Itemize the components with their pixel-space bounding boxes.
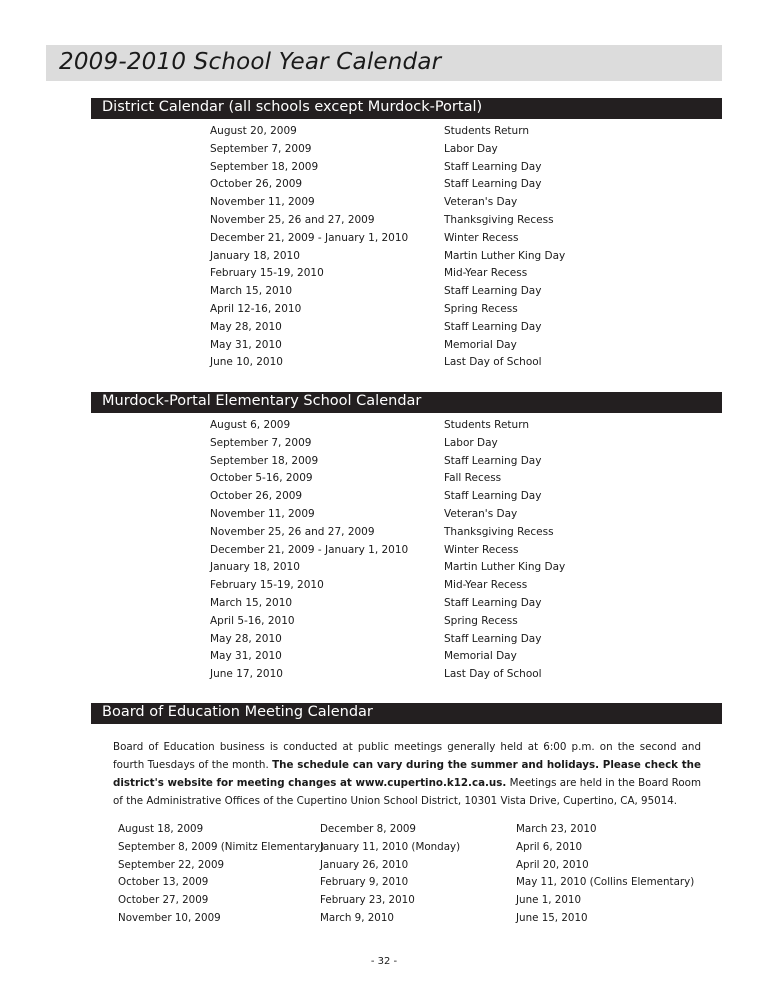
calendar-date: May 28, 2010 — [210, 632, 282, 645]
calendar-event: Students Return — [444, 419, 529, 431]
meeting-date: March 9, 2010 — [320, 911, 394, 924]
meeting-date: June 1, 2010 — [516, 894, 581, 907]
board-description-bold: The schedule can vary during the summer and holidays. Please check the district's website for meeting changes at www.cupertino.k12.ca.us. — [113, 759, 701, 789]
calendar-event: Mid-Year Recess — [444, 267, 528, 280]
calendar-row — [0, 472, 768, 490]
meeting-date: September 22, 2009 — [118, 858, 225, 871]
meeting-date: February 23, 2010 — [320, 894, 415, 907]
district-calendar-header — [91, 98, 722, 119]
murdock-calendar-list — [0, 419, 768, 686]
calendar-date: November 11, 2009 — [210, 196, 315, 209]
calendar-date: October 26, 2009 — [210, 178, 303, 191]
calendar-date: May 31, 2010 — [210, 650, 282, 663]
calendar-row — [0, 579, 768, 597]
calendar-event: Martin Luther King Day — [444, 249, 566, 262]
calendar-event: Staff Learning Day — [444, 285, 542, 298]
calendar-event: Martin Luther King Day — [444, 561, 566, 574]
calendar-event: Staff Learning Day — [444, 454, 542, 467]
calendar-row — [0, 561, 768, 579]
calendar-date: February 15-19, 2010 — [210, 267, 324, 280]
calendar-date: November 11, 2009 — [210, 507, 315, 520]
calendar-row — [0, 490, 768, 508]
calendar-row — [0, 339, 768, 357]
calendar-event: Veteran's Day — [444, 196, 518, 209]
page-title: 2009-2010 School Year Calendar — [59, 49, 442, 75]
calendar-event: Veteran's Day — [444, 507, 518, 520]
calendar-row — [0, 508, 768, 526]
calendar-row — [0, 125, 768, 143]
meeting-date: April 6, 2010 — [516, 840, 583, 853]
calendar-date: August 6, 2009 — [210, 419, 291, 431]
calendar-date: October 5-16, 2009 — [210, 472, 313, 485]
calendar-row — [0, 178, 768, 196]
board-description — [113, 738, 701, 810]
meeting-date: February 9, 2010 — [320, 876, 409, 889]
calendar-row — [0, 356, 768, 374]
meeting-date: December 8, 2009 — [320, 823, 416, 835]
meeting-date: June 15, 2010 — [516, 911, 588, 924]
calendar-event: Staff Learning Day — [444, 160, 542, 173]
calendar-date: November 25, 26 and 27, 2009 — [210, 213, 375, 226]
meeting-date: January 11, 2010 (Monday) — [320, 840, 461, 853]
calendar-event: Staff Learning Day — [444, 178, 542, 191]
calendar-row — [0, 321, 768, 339]
calendar-row — [0, 214, 768, 232]
board-description-part1: Board of Education business is conducted at public meetings generally held at 6:00 p.m. on the second and fourth Tuesdays of the month. — [113, 741, 701, 771]
calendar-date: January 18, 2010 — [210, 249, 300, 262]
meeting-dates-column-2 — [320, 823, 460, 930]
calendar-event: Staff Learning Day — [444, 632, 542, 645]
calendar-date: September 7, 2009 — [210, 142, 312, 155]
board-description-part2: Meetings are held in the Board Room of the Administrative Offices of the Cupertino Union School District, 10301 Vista Drive, Cupertino, CA, 95014. — [113, 777, 702, 807]
board-calendar-header-label: Board of Education Meeting Calendar — [102, 704, 373, 720]
calendar-row — [0, 303, 768, 321]
calendar-event: Mid-Year Recess — [444, 579, 528, 592]
calendar-date: March 15, 2010 — [210, 285, 293, 298]
calendar-event: Winter Recess — [444, 231, 519, 244]
calendar-date: August 20, 2009 — [210, 125, 297, 137]
calendar-date: December 21, 2009 - January 1, 2010 — [210, 543, 409, 556]
calendar-event: Spring Recess — [444, 302, 518, 315]
calendar-row — [0, 267, 768, 285]
meeting-date: October 27, 2009 — [118, 894, 209, 907]
calendar-date: September 18, 2009 — [210, 160, 319, 173]
calendar-row — [0, 668, 768, 686]
calendar-event: Staff Learning Day — [444, 490, 542, 503]
calendar-row — [0, 196, 768, 214]
calendar-event: Students Return — [444, 125, 529, 137]
meeting-dates-column-3 — [516, 823, 694, 930]
calendar-event: Labor Day — [444, 142, 498, 155]
district-calendar-list — [0, 125, 768, 374]
calendar-date: June 10, 2010 — [210, 356, 283, 369]
calendar-event: Thanksgiving Recess — [444, 525, 554, 538]
calendar-date: February 15-19, 2010 — [210, 579, 324, 592]
calendar-event: Thanksgiving Recess — [444, 213, 554, 226]
calendar-date: September 7, 2009 — [210, 436, 312, 449]
calendar-event: Staff Learning Day — [444, 320, 542, 333]
meeting-date: January 26, 2010 — [320, 858, 409, 871]
calendar-row — [0, 633, 768, 651]
calendar-date: March 15, 2010 — [210, 596, 293, 609]
calendar-date: September 18, 2009 — [210, 454, 319, 467]
calendar-event: Memorial Day — [444, 338, 517, 351]
calendar-row — [0, 437, 768, 455]
calendar-row — [0, 597, 768, 615]
calendar-row — [0, 526, 768, 544]
meeting-date: September 8, 2009 (Nimitz Elementary) — [118, 840, 325, 853]
calendar-date: April 5-16, 2010 — [210, 614, 295, 627]
calendar-row — [0, 161, 768, 179]
meeting-date: March 23, 2010 — [516, 823, 597, 835]
title-bar — [46, 45, 722, 81]
calendar-row — [0, 285, 768, 303]
calendar-event: Fall Recess — [444, 472, 502, 485]
meeting-dates-column-1 — [118, 823, 324, 930]
calendar-date: November 25, 26 and 27, 2009 — [210, 525, 375, 538]
calendar-row — [0, 615, 768, 633]
calendar-row — [0, 419, 768, 437]
calendar-date: June 17, 2010 — [210, 668, 283, 681]
calendar-date: April 12-16, 2010 — [210, 302, 302, 315]
calendar-event: Last Day of School — [444, 356, 542, 369]
calendar-event: Labor Day — [444, 436, 498, 449]
meeting-date: May 11, 2010 (Collins Elementary) — [516, 876, 695, 889]
calendar-row — [0, 232, 768, 250]
page-number: - 32 - — [370, 956, 398, 967]
calendar-row — [0, 650, 768, 668]
calendar-date: May 31, 2010 — [210, 338, 282, 351]
meeting-date: April 20, 2010 — [516, 858, 589, 871]
calendar-row — [0, 544, 768, 562]
calendar-date: May 28, 2010 — [210, 320, 282, 333]
calendar-row — [0, 455, 768, 473]
calendar-row — [0, 143, 768, 161]
calendar-event: Last Day of School — [444, 668, 542, 681]
calendar-event: Memorial Day — [444, 650, 517, 663]
meeting-date: November 10, 2009 — [118, 911, 221, 924]
board-calendar-header — [91, 703, 722, 724]
meeting-date: October 13, 2009 — [118, 876, 209, 889]
murdock-calendar-header-label: Murdock-Portal Elementary School Calendar — [102, 393, 422, 409]
calendar-event: Winter Recess — [444, 543, 519, 556]
calendar-date: October 26, 2009 — [210, 490, 303, 503]
calendar-event: Spring Recess — [444, 614, 518, 627]
murdock-calendar-header — [91, 392, 722, 413]
calendar-row — [0, 250, 768, 268]
calendar-date: January 18, 2010 — [210, 561, 300, 574]
district-calendar-header-label: District Calendar (all schools except Murdock-Portal) — [102, 99, 483, 115]
meeting-date: August 18, 2009 — [118, 823, 204, 835]
calendar-date: December 21, 2009 - January 1, 2010 — [210, 231, 409, 244]
calendar-event: Staff Learning Day — [444, 596, 542, 609]
